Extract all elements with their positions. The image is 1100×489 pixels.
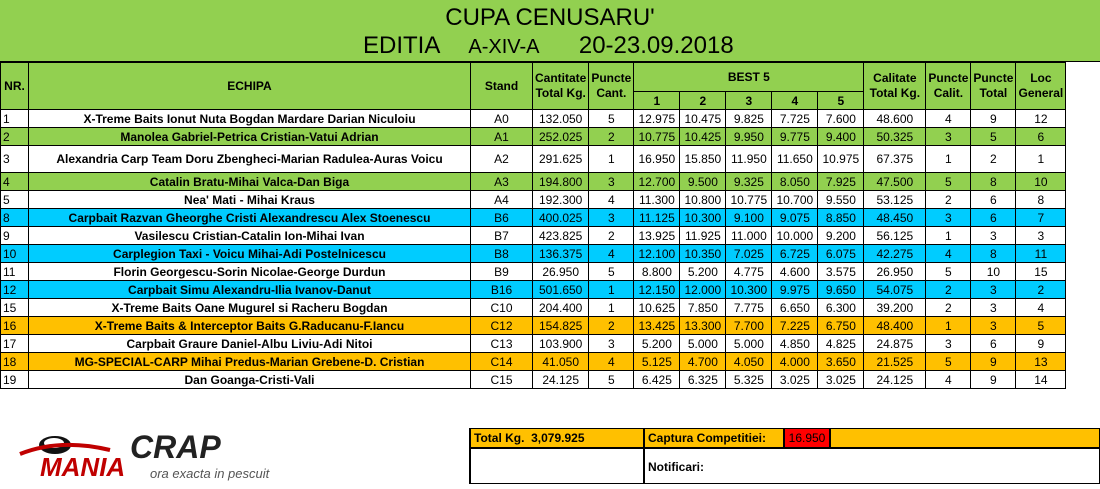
capture-value-cell: 16.950 [784, 428, 830, 448]
logo-tagline: ora exacta in pescuit [150, 466, 270, 481]
table-row [1, 335, 1066, 353]
cell-quality: 48.600 [864, 110, 926, 128]
cell-team: X-Treme Baits Ionut Nuta Bogdan Mardare Darian Niculoiu [29, 110, 471, 128]
cell-best-3: 4.775 [726, 263, 772, 281]
cell-points-qty: 2 [589, 317, 634, 335]
cell-nr: 10 [1, 245, 29, 263]
cell-general-place: 14 [1016, 371, 1066, 389]
edition-number: A-XIV-A [468, 36, 540, 58]
cell-general-place: 10 [1016, 173, 1066, 191]
header-row [1, 63, 1066, 92]
cell-points-qty: 3 [589, 209, 634, 227]
table-row [1, 191, 1066, 209]
cell-points-total: 3 [971, 227, 1016, 245]
cell-points-total: 9 [971, 371, 1016, 389]
cell-best-3: 7.775 [726, 299, 772, 317]
cell-quality: 56.125 [864, 227, 926, 245]
cell-points-qty: 4 [589, 191, 634, 209]
cell-points-total: 9 [971, 353, 1016, 371]
cell-best-4: 10.000 [772, 227, 818, 245]
cell-general-place: 7 [1016, 209, 1066, 227]
cell-nr: 1 [1, 110, 29, 128]
footer-blank-cell [470, 448, 644, 484]
cell-points-qty: 1 [589, 281, 634, 299]
cell-team: Manolea Gabriel-Petrica Cristian-Vatui Adrian [29, 128, 471, 146]
cell-team: X-Treme Baits Oane Mugurel si Racheru Bogdan [29, 299, 471, 317]
cell-quantity: 154.825 [533, 317, 589, 335]
header-points-qty: Puncte Cant. [589, 63, 634, 110]
capture-spacer [830, 428, 1100, 448]
cell-quality: 53.125 [864, 191, 926, 209]
edition-line [363, 32, 734, 60]
cell-best-2: 10.475 [680, 110, 726, 128]
cell-best-3: 5.000 [726, 335, 772, 353]
cell-best-5: 6.075 [818, 245, 864, 263]
cell-general-place: 15 [1016, 263, 1066, 281]
cell-points-total: 6 [971, 209, 1016, 227]
cell-best-3: 5.325 [726, 371, 772, 389]
cell-best-4: 8.050 [772, 173, 818, 191]
cell-best-1: 12.975 [634, 110, 680, 128]
cell-quality: 39.200 [864, 299, 926, 317]
cell-points-qty: 4 [589, 353, 634, 371]
cell-best-3: 11.950 [726, 146, 772, 173]
results-table [0, 62, 1066, 389]
cell-points-qty: 1 [589, 146, 634, 173]
cell-best-2: 5.200 [680, 263, 726, 281]
cell-points-quality: 4 [926, 245, 971, 263]
cell-quality: 48.400 [864, 317, 926, 335]
cell-quality: 67.375 [864, 146, 926, 173]
cell-general-place: 12 [1016, 110, 1066, 128]
cell-general-place: 6 [1016, 128, 1066, 146]
footer [0, 428, 1100, 484]
cell-nr: 12 [1, 281, 29, 299]
cell-stand: A3 [471, 173, 533, 191]
header-quality: Calitate Total Kg. [864, 63, 926, 110]
cell-quantity: 204.400 [533, 299, 589, 317]
cell-best-4: 9.075 [772, 209, 818, 227]
cell-best-1: 8.800 [634, 263, 680, 281]
cell-best-5: 4.825 [818, 335, 864, 353]
header-general-place: Loc General [1016, 63, 1066, 110]
header-nr: NR. [1, 63, 29, 110]
cell-best-2: 11.925 [680, 227, 726, 245]
cell-best-4: 6.650 [772, 299, 818, 317]
cell-best-2: 5.000 [680, 335, 726, 353]
cell-best-3: 10.775 [726, 191, 772, 209]
cell-best-5: 7.600 [818, 110, 864, 128]
cell-points-total: 8 [971, 173, 1016, 191]
cell-points-quality: 2 [926, 299, 971, 317]
table-row [1, 371, 1066, 389]
header-best-5: 5 [818, 92, 864, 110]
table-row [1, 227, 1066, 245]
cell-stand: C14 [471, 353, 533, 371]
cell-general-place: 11 [1016, 245, 1066, 263]
logo-word1: CRAP [130, 429, 221, 465]
cell-stand: A1 [471, 128, 533, 146]
header-best-3: 3 [726, 92, 772, 110]
cell-best-5: 8.850 [818, 209, 864, 227]
cell-general-place: 13 [1016, 353, 1066, 371]
cell-best-5: 9.200 [818, 227, 864, 245]
cell-quality: 26.950 [864, 263, 926, 281]
cell-best-5: 9.400 [818, 128, 864, 146]
cell-best-1: 5.200 [634, 335, 680, 353]
cell-best-1: 11.300 [634, 191, 680, 209]
cell-quality: 50.325 [864, 128, 926, 146]
cell-team: Florin Georgescu-Sorin Nicolae-George Durdun [29, 263, 471, 281]
cell-best-4: 4.850 [772, 335, 818, 353]
cell-team: Catalin Bratu-Mihai Valca-Dan Biga [29, 173, 471, 191]
cell-team: Carplegion Taxi - Voicu Mihai-Adi Postelnicescu [29, 245, 471, 263]
cell-nr: 11 [1, 263, 29, 281]
cell-best-4: 9.975 [772, 281, 818, 299]
table-row [1, 110, 1066, 128]
title-band [0, 0, 1100, 62]
cell-general-place: 2 [1016, 281, 1066, 299]
cell-points-qty: 2 [589, 128, 634, 146]
cell-best-2: 9.500 [680, 173, 726, 191]
cell-best-2: 12.000 [680, 281, 726, 299]
cell-points-total: 3 [971, 281, 1016, 299]
cell-best-2: 7.850 [680, 299, 726, 317]
cell-quantity: 252.025 [533, 128, 589, 146]
header-stand: Stand [471, 63, 533, 110]
total-value: 3,079.925 [531, 431, 585, 445]
cell-best-4: 4.000 [772, 353, 818, 371]
cell-quantity: 400.025 [533, 209, 589, 227]
cell-best-2: 10.425 [680, 128, 726, 146]
cell-best-1: 10.775 [634, 128, 680, 146]
cell-stand: B8 [471, 245, 533, 263]
cell-best-3: 9.950 [726, 128, 772, 146]
cell-best-1: 16.950 [634, 146, 680, 173]
cell-nr: 3 [1, 146, 29, 173]
cell-points-total: 2 [971, 146, 1016, 173]
cell-best-2: 10.300 [680, 209, 726, 227]
cell-team: Carpbait Graure Daniel-Albu Liviu-Adi Nitoi [29, 335, 471, 353]
cell-points-total: 6 [971, 191, 1016, 209]
cell-general-place: 4 [1016, 299, 1066, 317]
cell-points-total: 3 [971, 317, 1016, 335]
cell-stand: C13 [471, 335, 533, 353]
cell-team: MG-SPECIAL-CARP Mihai Predus-Marian Grebene-D. Cristian [29, 353, 471, 371]
cell-stand: A4 [471, 191, 533, 209]
cell-best-2: 10.800 [680, 191, 726, 209]
cell-quantity: 103.900 [533, 335, 589, 353]
cell-points-total: 3 [971, 299, 1016, 317]
cell-quantity: 501.650 [533, 281, 589, 299]
cell-points-qty: 3 [589, 173, 634, 191]
table-row [1, 281, 1066, 299]
cell-best-1: 13.425 [634, 317, 680, 335]
cell-quality: 42.275 [864, 245, 926, 263]
cell-best-1: 12.100 [634, 245, 680, 263]
cell-quality: 21.525 [864, 353, 926, 371]
header-best-2: 2 [680, 92, 726, 110]
cell-best-3: 9.325 [726, 173, 772, 191]
cell-quality: 47.500 [864, 173, 926, 191]
cell-quantity: 24.125 [533, 371, 589, 389]
table-row [1, 317, 1066, 335]
cell-stand: A2 [471, 146, 533, 173]
cell-points-qty: 5 [589, 263, 634, 281]
cell-best-1: 12.700 [634, 173, 680, 191]
cell-stand: B7 [471, 227, 533, 245]
cell-team: Vasilescu Cristian-Catalin Ion-Mihai Ivan [29, 227, 471, 245]
cell-points-quality: 5 [926, 263, 971, 281]
cell-best-5: 3.575 [818, 263, 864, 281]
cell-stand: A0 [471, 110, 533, 128]
competition-title: CUPA CENUSARU' [445, 4, 655, 31]
header-points-quality: Puncte Calit. [926, 63, 971, 110]
cell-points-total: 10 [971, 263, 1016, 281]
table-row [1, 353, 1066, 371]
table-row [1, 128, 1066, 146]
cell-best-3: 9.825 [726, 110, 772, 128]
capture-label-cell: Captura Competitiei: [644, 428, 784, 448]
cell-team: Nea' Mati - Mihai Kraus [29, 191, 471, 209]
cell-stand: B16 [471, 281, 533, 299]
notifications-cell: Notificari: [644, 448, 1100, 484]
logo [0, 428, 470, 484]
cell-quantity: 136.375 [533, 245, 589, 263]
cell-best-1: 13.925 [634, 227, 680, 245]
header-best-1: 1 [634, 92, 680, 110]
table-row [1, 209, 1066, 227]
cell-points-quality: 3 [926, 128, 971, 146]
cell-nr: 2 [1, 128, 29, 146]
edition-label: EDITIA [363, 32, 440, 59]
cell-best-5: 6.750 [818, 317, 864, 335]
cell-points-quality: 3 [926, 209, 971, 227]
cell-stand: B9 [471, 263, 533, 281]
cell-points-quality: 4 [926, 110, 971, 128]
cell-best-3: 7.700 [726, 317, 772, 335]
cell-points-quality: 1 [926, 146, 971, 173]
cell-general-place: 8 [1016, 191, 1066, 209]
cell-stand: C12 [471, 317, 533, 335]
cell-best-4: 11.650 [772, 146, 818, 173]
cell-best-2: 4.700 [680, 353, 726, 371]
cell-best-3: 7.025 [726, 245, 772, 263]
edition-dates: 20-23.09.2018 [578, 32, 734, 59]
cell-team: Carpbait Simu Alexandru-Ilia Ivanov-Danut [29, 281, 471, 299]
cell-team: Dan Goanga-Cristi-Vali [29, 371, 471, 389]
table-row [1, 263, 1066, 281]
cell-best-1: 5.125 [634, 353, 680, 371]
cell-quantity: 26.950 [533, 263, 589, 281]
cell-quantity: 192.300 [533, 191, 589, 209]
table-row [1, 245, 1066, 263]
cell-best-3: 4.050 [726, 353, 772, 371]
crap-mania-logo [0, 428, 470, 484]
cell-best-1: 12.150 [634, 281, 680, 299]
table-row [1, 146, 1066, 173]
table-row [1, 173, 1066, 191]
total-kg-cell [470, 428, 644, 448]
cell-points-total: 8 [971, 245, 1016, 263]
cell-quality: 54.075 [864, 281, 926, 299]
cell-best-5: 3.025 [818, 371, 864, 389]
cell-general-place: 5 [1016, 317, 1066, 335]
logo-word2: MANIA [40, 452, 126, 482]
cell-quality: 24.125 [864, 371, 926, 389]
cell-team: Carpbait Razvan Gheorghe Cristi Alexandrescu Alex Stoenescu [29, 209, 471, 227]
cell-points-qty: 3 [589, 335, 634, 353]
cell-best-4: 3.025 [772, 371, 818, 389]
header-team: ECHIPA [29, 63, 471, 110]
header-best-4: 4 [772, 92, 818, 110]
cell-nr: 18 [1, 353, 29, 371]
cell-best-4: 6.725 [772, 245, 818, 263]
cell-nr: 15 [1, 299, 29, 317]
cell-nr: 19 [1, 371, 29, 389]
cell-nr: 4 [1, 173, 29, 191]
cell-quality: 24.875 [864, 335, 926, 353]
cell-best-2: 15.850 [680, 146, 726, 173]
cell-best-1: 11.125 [634, 209, 680, 227]
cell-team: Alexandria Carp Team Doru Zbengheci-Marian Radulea-Auras Voicu [29, 146, 471, 173]
cell-best-2: 10.350 [680, 245, 726, 263]
cell-best-5: 6.300 [818, 299, 864, 317]
cell-nr: 8 [1, 209, 29, 227]
cell-nr: 5 [1, 191, 29, 209]
header-points-total: Puncte Total [971, 63, 1016, 110]
cell-best-5: 3.650 [818, 353, 864, 371]
cell-quantity: 41.050 [533, 353, 589, 371]
cell-points-qty: 2 [589, 227, 634, 245]
cell-points-quality: 2 [926, 281, 971, 299]
table-row [1, 299, 1066, 317]
cell-points-qty: 5 [589, 110, 634, 128]
cell-general-place: 3 [1016, 227, 1066, 245]
cell-best-3: 9.100 [726, 209, 772, 227]
cell-stand: B6 [471, 209, 533, 227]
cell-best-1: 10.625 [634, 299, 680, 317]
cell-points-quality: 2 [926, 191, 971, 209]
header-quantity: Cantitate Total Kg. [533, 63, 589, 110]
cell-general-place: 1 [1016, 146, 1066, 173]
cell-points-qty: 1 [589, 299, 634, 317]
cell-nr: 9 [1, 227, 29, 245]
cell-best-1: 6.425 [634, 371, 680, 389]
cell-quantity: 132.050 [533, 110, 589, 128]
cell-best-3: 10.300 [726, 281, 772, 299]
cell-best-5: 10.975 [818, 146, 864, 173]
cell-best-5: 7.925 [818, 173, 864, 191]
cell-general-place: 9 [1016, 335, 1066, 353]
cell-quantity: 194.800 [533, 173, 589, 191]
cell-best-5: 9.550 [818, 191, 864, 209]
cell-points-qty: 4 [589, 245, 634, 263]
cell-best-2: 6.325 [680, 371, 726, 389]
cell-points-quality: 4 [926, 371, 971, 389]
cell-stand: C15 [471, 371, 533, 389]
cell-points-total: 9 [971, 110, 1016, 128]
cell-points-quality: 1 [926, 227, 971, 245]
cell-points-qty: 5 [589, 371, 634, 389]
cell-best-5: 9.650 [818, 281, 864, 299]
cell-points-quality: 5 [926, 353, 971, 371]
cell-team: X-Treme Baits & Interceptor Baits G.Raducanu-F.Iancu [29, 317, 471, 335]
cell-points-total: 5 [971, 128, 1016, 146]
cell-quantity: 423.825 [533, 227, 589, 245]
cell-nr: 17 [1, 335, 29, 353]
cell-best-4: 7.225 [772, 317, 818, 335]
cell-points-quality: 5 [926, 173, 971, 191]
cell-points-quality: 1 [926, 317, 971, 335]
cell-quantity: 291.625 [533, 146, 589, 173]
cell-best-3: 11.000 [726, 227, 772, 245]
cell-points-quality: 3 [926, 335, 971, 353]
cell-best-4: 4.600 [772, 263, 818, 281]
cell-stand: C10 [471, 299, 533, 317]
cell-best-4: 7.725 [772, 110, 818, 128]
cell-best-4: 10.700 [772, 191, 818, 209]
header-best5: BEST 5 [634, 63, 864, 92]
total-label: Total Kg. [474, 431, 525, 445]
cell-nr: 16 [1, 317, 29, 335]
cell-quality: 48.450 [864, 209, 926, 227]
cell-points-total: 6 [971, 335, 1016, 353]
cell-best-2: 13.300 [680, 317, 726, 335]
cell-best-4: 9.775 [772, 128, 818, 146]
